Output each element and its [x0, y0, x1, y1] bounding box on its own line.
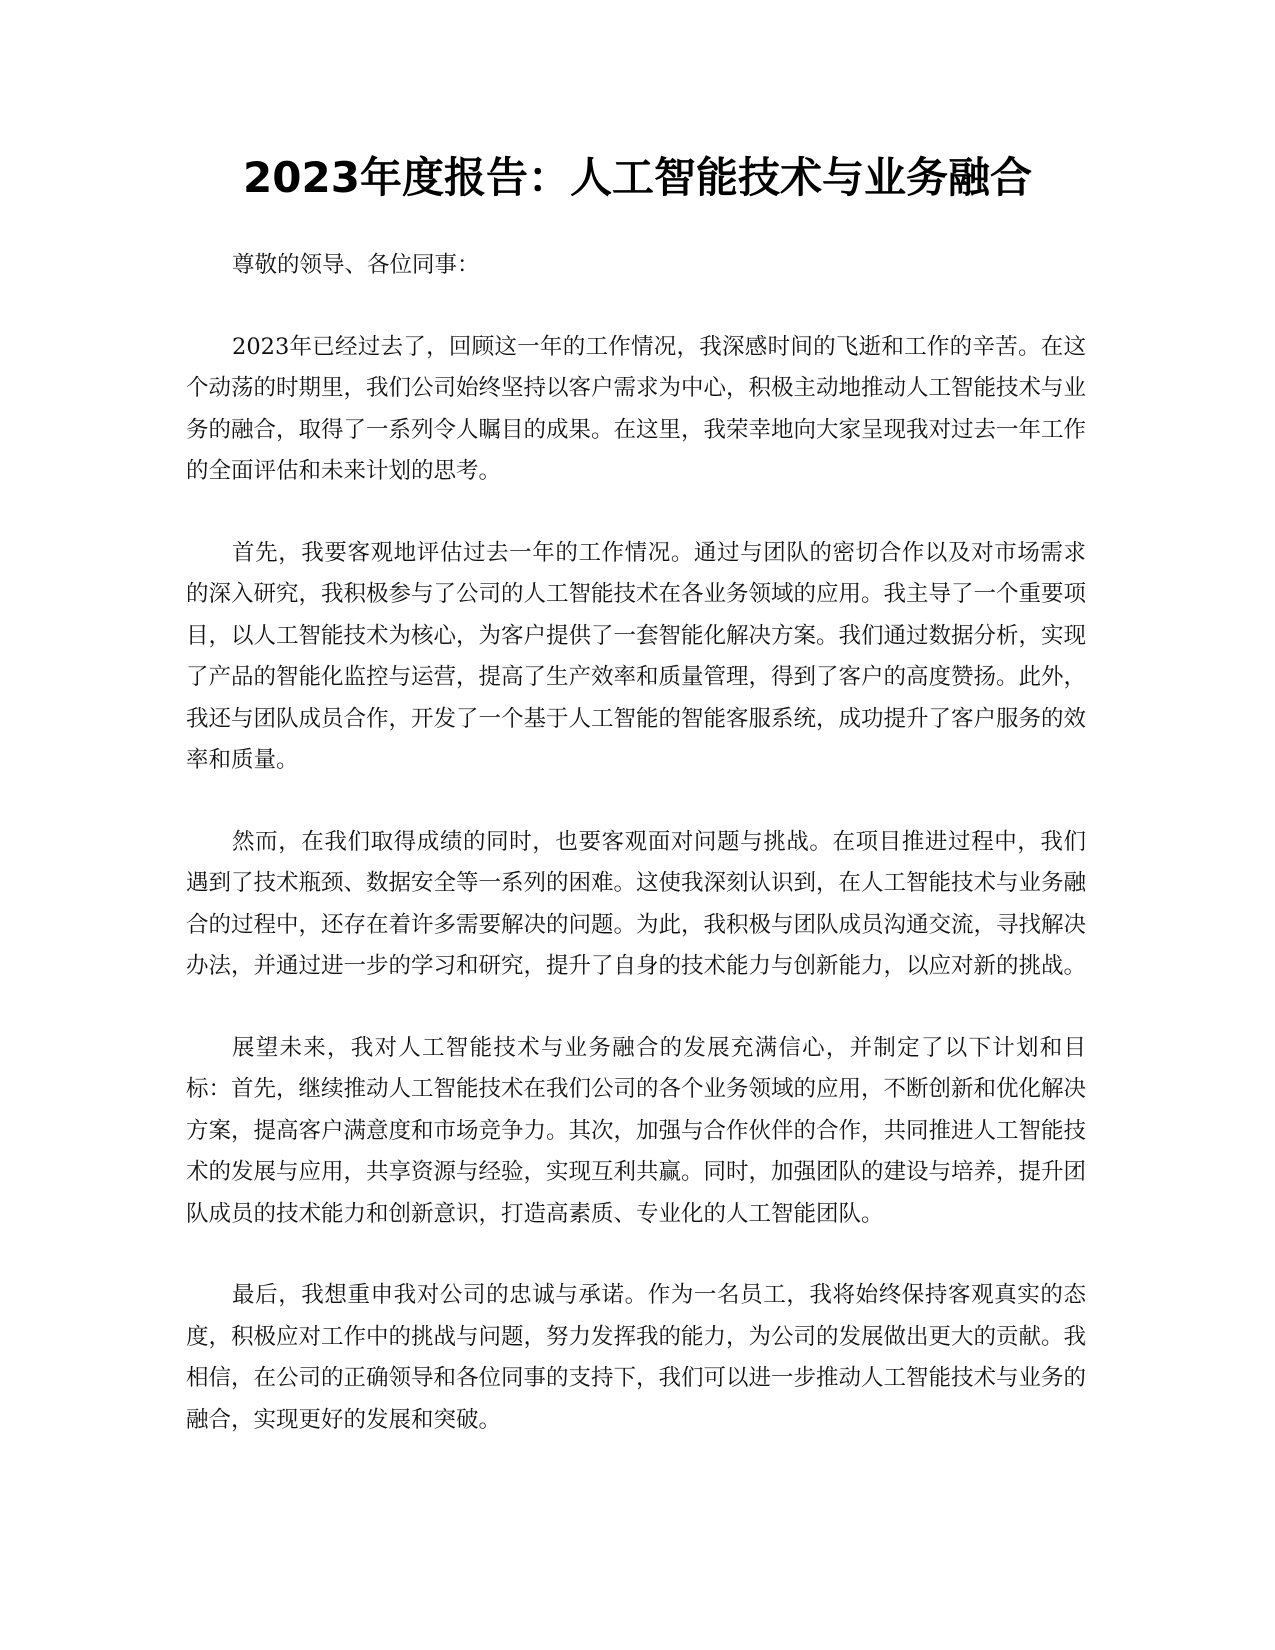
paragraph-evaluation: 首先，我要客观地评估过去一年的工作情况。通过与团队的密切合作以及对市场需求的深入研究，我积极参与了公司的人工智能技术在各业务领域的应用。我主导了一个重要项目，以人工智能技术为核心，为客户提供了一套智能化解决方案。我们通过数据分析，实现了产品的智能化监控与运营，提高了生产效率和质量管理，得到了客户的高度赞扬。此外，我还与团队成员合作，开发了一个基于人工智能的智能客服系统，成功提升了客户服务的效率和质量。 — [186, 539, 1087, 773]
document-title: 2023年度报告：人工智能技术与业务融合 — [243, 153, 1032, 202]
paragraph-review: 2023年已经过去了，回顾这一年的工作情况，我深感时间的飞逝和工作的辛苦。在这个动荡的时期里，我们公司始终坚持以客户需求为中心，积极主动地推动人工智能技术与业务的融合，取得了一系列令人瞩目的成果。在这里，我荣幸地向大家呈现我对过去一年工作的全面评估和未来计划的思考。 — [186, 333, 1087, 484]
document-body — [186, 245, 1086, 1481]
salutation: 尊敬的领导、各位同事： — [232, 252, 480, 278]
paragraph-challenges: 然而，在我们取得成绩的同时，也要客观面对问题与挑战。在项目推进过程中，我们遇到了技术瓶颈、数据安全等一系列的困难。这使我深刻认识到，在人工智能技术与业务融合的过程中，还存在着许多需要解决的问题。为此，我积极与团队成员沟通交流，寻找解决办法，并通过进一步的学习和研究，提升了自身的技术能力与创新能力，以应对新的挑战。 — [186, 828, 1087, 979]
paragraph-outlook: 展望未来，我对人工智能技术与业务融合的发展充满信心，并制定了以下计划和目标：首先，继续推动人工智能技术在我们公司的各个业务领域的应用，不断创新和优化解决方案，提高客户满意度和市场竞争力。其次，加强与合作伙伴的合作，共同推进人工智能技术的发展与应用，共享资源与经验，实现互利共赢。同时，加强团队的建设与培养，提升团队成员的技术能力和创新意识，打造高素质、专业化的人工智能团队。 — [186, 1034, 1087, 1227]
paragraph-commitment: 最后，我想重申我对公司的忠诚与承诺。作为一名员工，我将始终保持客观真实的态度，积极应对工作中的挑战与问题，努力发挥我的能力，为公司的发展做出更大的贡献。我相信，在公司的正确领导和各位同事的支持下，我们可以进一步推动人工智能技术与业务的融合，实现更好的发展和突破。 — [186, 1282, 1087, 1433]
